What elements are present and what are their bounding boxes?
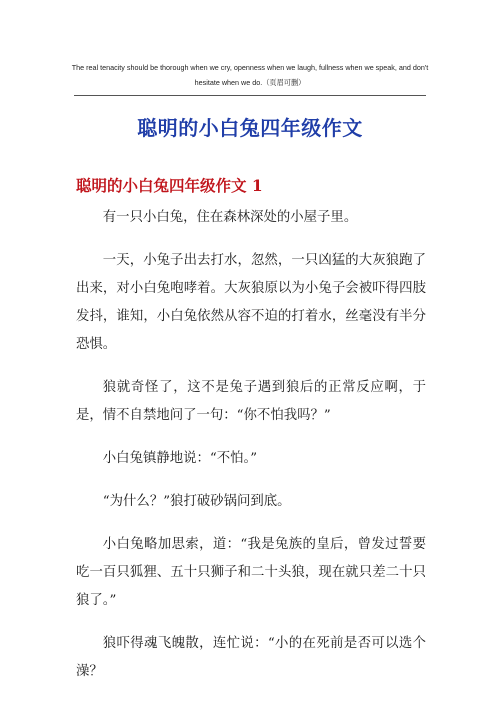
- page-header: [70, 60, 430, 90]
- header-line-1: The real tenacity should be thorough when we cry, openness when we laugh, fullness when we speak, and don't: [71, 63, 429, 72]
- paragraph: 一天，小兔子出去打水，忽然，一只凶猛的大灰狼跑了出来，对小白兔咆哮着。大灰狼原以为小兔子会被吓得四肢发抖，谁知，小白兔依然从容不迫的打着水，丝毫没有半分恐惧。: [76, 253, 426, 352]
- paragraph: “为什么？”狼打破砂锅问到底。: [102, 494, 291, 509]
- document-body: [76, 204, 426, 701]
- paragraph: 小白兔镇静地说：“不怕。”: [102, 451, 258, 466]
- document-title: 聪明的小白兔四年级作文: [137, 116, 363, 140]
- paragraph: 小白兔略加思索，道：“我是兔族的皇后，曾发过誓要吃一百只狐狸、五十只狮子和二十头狼，现在就只差二十只狼了。”: [76, 537, 426, 608]
- section-heading: 聪明的小白兔四年级作文 1: [76, 176, 263, 195]
- paragraph: 有一只小白兔，住在森林深处的小屋子里。: [102, 210, 358, 225]
- paragraph: 狼就奇怪了，这不是兔子遇到狼后的正常反应啊，于是，情不自禁地问了一句：“你不怕我吗？”: [76, 380, 426, 423]
- header-line-2: hesitate when we do.（页眉可删）: [194, 78, 306, 87]
- header-divider: [74, 95, 426, 96]
- paragraph: 狼吓得魂飞魄散，连忙说：“小的在死前是否可以选个澡？: [76, 636, 426, 679]
